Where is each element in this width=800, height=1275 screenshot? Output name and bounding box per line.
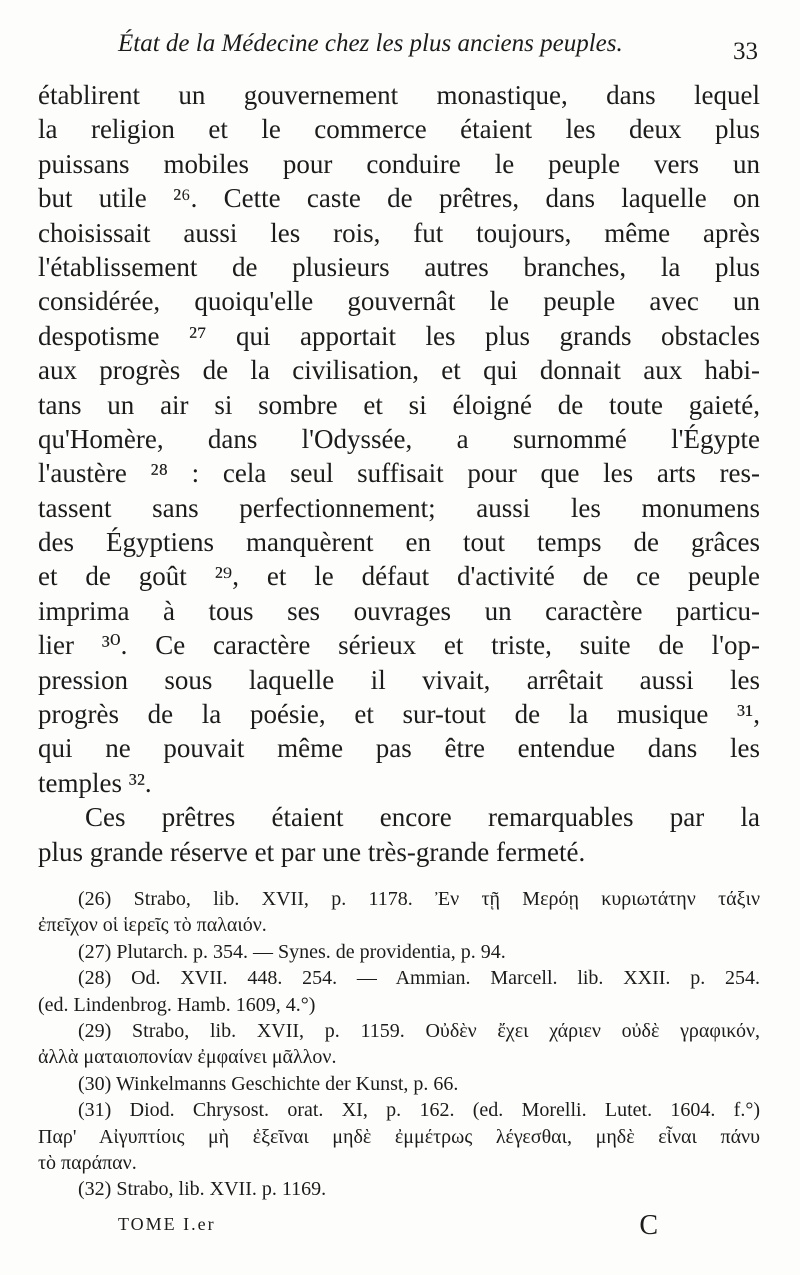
- footnote-line: (28) Od. XVII. 448. 254. — Ammian. Marcell. lib. XXII. p. 254.: [78, 967, 760, 990]
- body-line: Ces prêtres étaient encore remarquables par la: [85, 802, 760, 833]
- running-title: État de la Médecine chez les plus anciens peuples.: [118, 30, 623, 57]
- body-line: progrès de la poésie, et sur-tout de la musique ³¹,: [38, 699, 760, 730]
- signature-line: [118, 1210, 658, 1250]
- footnote-line: (31) Diod. Chrysost. orat. XI, p. 162. (ed. Morelli. Lutet. 1604. f.°): [78, 1099, 760, 1122]
- body-line: pression sous laquelle il vivait, arrêtait aussi les: [38, 664, 760, 695]
- body-line: but utile ²⁶. Cette caste de prêtres, dans laquelle on: [38, 183, 760, 214]
- body-line: aux progrès de la civilisation, et qui donnait aux habi-: [38, 355, 760, 386]
- footnote-line: (27) Plutarch. p. 354. — Synes. de providentia, p. 94.: [78, 940, 506, 963]
- footnote-line: (ed. Lindenbrog. Hamb. 1609, 4.°): [38, 993, 316, 1016]
- body-line: et de goût ²⁹, et le défaut d'activité de ce peuple: [38, 561, 760, 592]
- page-number: 33: [733, 38, 758, 65]
- signature-letter: C: [639, 1210, 658, 1241]
- footnote-line: (30) Winkelmanns Geschichte der Kunst, p. 66.: [78, 1072, 459, 1095]
- body-line: lier ³⁰. Ce caractère sérieux et triste, suite de l'op-: [38, 630, 760, 661]
- footnote-line: τὸ παράπαν.: [38, 1151, 137, 1174]
- body-line: temples ³².: [38, 767, 152, 798]
- body-line: considérée, quoiqu'elle gouvernât le peuple avec un: [38, 286, 760, 317]
- footnote-line: (32) Strabo, lib. XVII. p. 1169.: [78, 1178, 327, 1201]
- volume-mark: TOME I.er: [118, 1214, 216, 1234]
- footnote-line: (29) Strabo, lib. XVII, p. 1159. Οὐδὲν ἔχει χάριεν οὐδὲ γραφικόν,: [78, 1019, 760, 1042]
- body-line: plus grande réserve et par une très-grande fermeté.: [38, 836, 586, 867]
- running-head: [118, 30, 758, 70]
- body-line: tans un air si sombre et si éloigné de toute gaieté,: [38, 389, 760, 420]
- footnote-line: Παρ' Αἰγυπτίοις μὴ ἐξεῖναι μηδὲ ἐμμέτρως λέγεσθαι, μηδὲ εἶναι πάνυ: [38, 1125, 760, 1148]
- footnote-line: ἐπεῖχον οἱ ἱερεῖς τὸ παλαιόν.: [38, 914, 267, 937]
- footnote-line: ἀλλὰ ματαιοπονίαν ἐμφαίνει μᾶλλον.: [38, 1046, 337, 1069]
- body-line: qu'Homère, dans l'Odyssée, a surnommé l'Égypte: [38, 423, 760, 454]
- body-line: établirent un gouvernement monastique, dans lequel: [38, 80, 760, 110]
- body-line: imprima à tous ses ouvrages un caractère particu-: [38, 595, 760, 626]
- body-line: des Égyptiens manquèrent en tout temps de grâces: [38, 527, 760, 558]
- body-line: l'établissement de plusieurs autres branches, la plus: [38, 251, 760, 282]
- body-line: despotisme ²⁷ qui apportait les plus grands obstacles: [38, 320, 760, 351]
- body-line: tassent sans perfectionnement; aussi les monumens: [38, 492, 760, 523]
- footnote-line: (26) Strabo, lib. XVII, p. 1178. Ἐν τῇ Μερόῃ κυριωτάτην τάξιν: [78, 888, 760, 910]
- body-line: qui ne pouvait même pas être entendue dans les: [38, 733, 760, 764]
- body-line: puissans mobiles pour conduire le peuple vers un: [38, 148, 760, 179]
- body-line: la religion et le commerce étaient les deux plus: [38, 114, 760, 145]
- body-line: choisissait aussi les rois, fut toujours, même après: [38, 217, 760, 248]
- body-text: [38, 78, 760, 869]
- body-line: l'austère ²⁸ : cela seul suffisait pour que les arts res-: [38, 458, 760, 489]
- footnotes: [38, 886, 760, 1203]
